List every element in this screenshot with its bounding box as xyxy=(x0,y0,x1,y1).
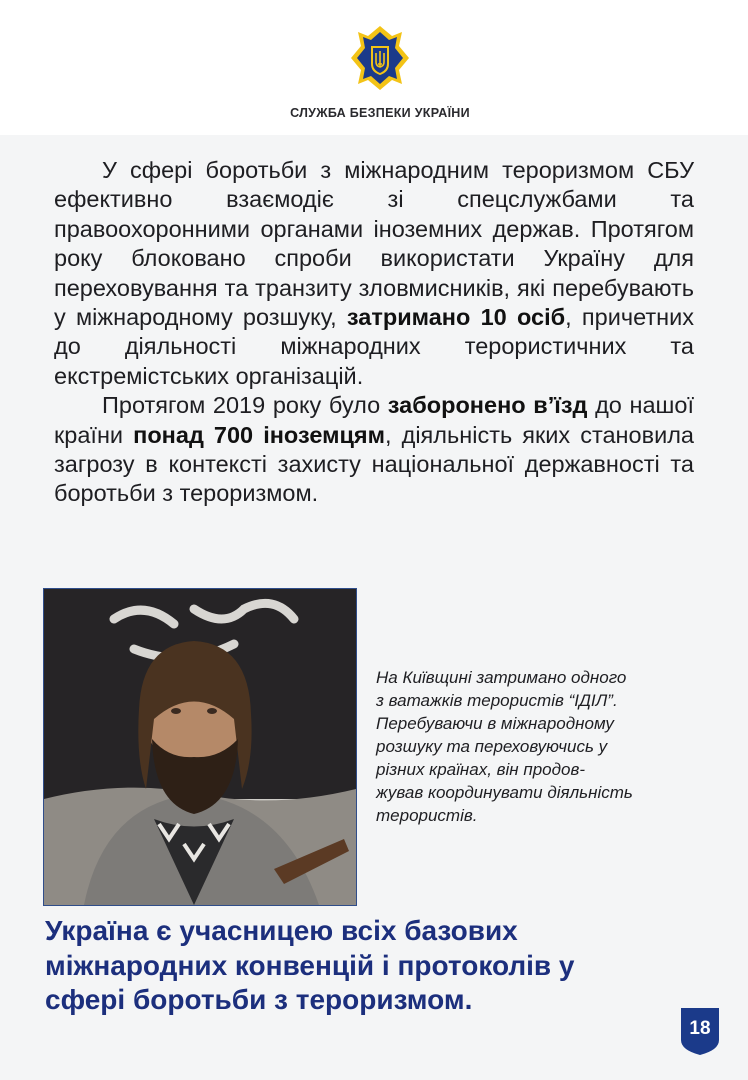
caption-line: з ватажків терористів “ІДІЛ”. xyxy=(376,691,618,710)
caption-line: На Київщині затримано одного xyxy=(376,668,627,687)
headline-line: міжнародних конвенцій і протоколів у xyxy=(45,949,575,981)
caption-line: Перебуваючи в міжнародному xyxy=(376,714,614,733)
sbu-shield-emblem-icon xyxy=(349,24,411,92)
caption-line: жував координувати діяльність xyxy=(376,783,633,802)
caption-line: різних країнах, він продов- xyxy=(376,760,586,779)
photo-caption xyxy=(376,666,694,827)
article-body xyxy=(54,156,694,509)
text-span: У сфері боротьби з міжнародним тероризмом СБУ ефективно взаємодіє зі спецслужбами та правоохоронними органами іноземних держав. Протягом року блоковано спроби використати Україну для переховування та транзиту зловмисників, які перебувають у міжнародному розшуку, xyxy=(54,157,694,331)
article-paragraph-2 xyxy=(54,391,694,509)
headline-callout xyxy=(45,914,685,1018)
caption-line: терористів. xyxy=(376,806,478,825)
highlight-entry-ban: заборонено в’їзд xyxy=(387,392,588,419)
highlight-foreigners-count: понад 700 іноземцям xyxy=(133,421,386,448)
photo-of-detained-terrorist xyxy=(43,588,357,906)
text-span: , діяльність яких становила загрозу в контексті захисту національної державності та боротьби з тероризмом. xyxy=(54,421,694,507)
page-number: 18 xyxy=(689,1018,711,1039)
article-paragraph-1 xyxy=(54,156,694,391)
headline-line: сфері боротьби з тероризмом. xyxy=(45,984,473,1015)
highlight-detained: затримано 10 осіб xyxy=(346,304,566,331)
page-header xyxy=(0,0,748,135)
organization-name: СЛУЖБА БЕЗПЕКИ УКРАЇНИ xyxy=(290,106,470,120)
text-span: до нашої країни xyxy=(54,392,694,448)
text-span: Протягом 2019 року було xyxy=(102,392,388,419)
text-span: , причетних до діяльності міжнародних терористичних та екстремістських організацій. xyxy=(54,304,694,389)
caption-line: розшуку та переховуючись у xyxy=(376,737,608,756)
headline-line: Україна є учасницею всіх базових xyxy=(45,915,518,946)
